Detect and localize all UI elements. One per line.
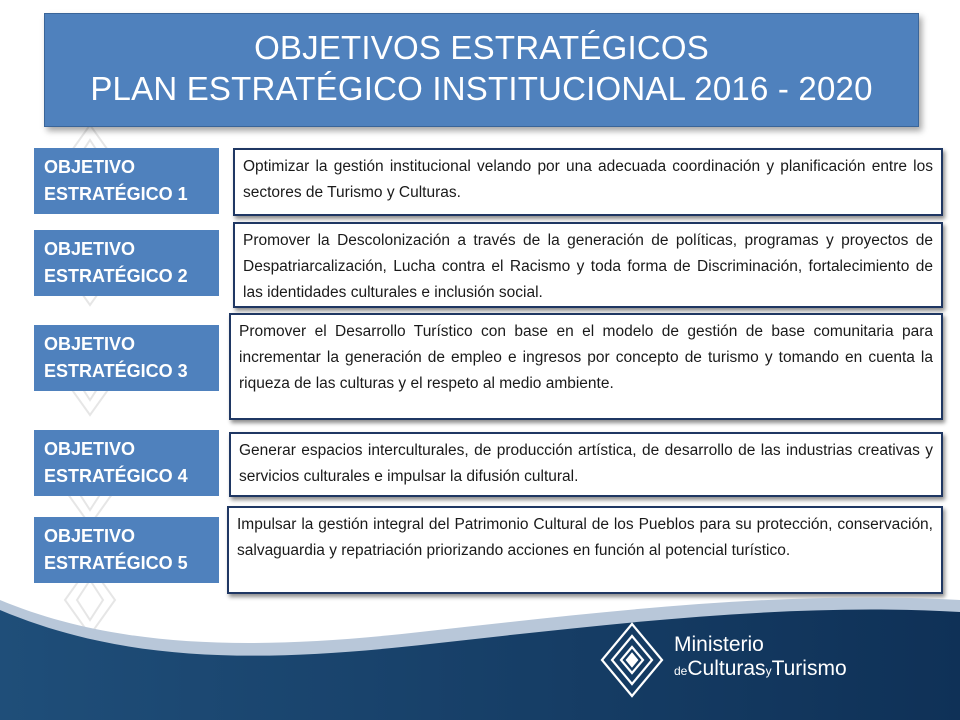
objective-text-4: Generar espacios interculturales, de producción artística, de desarrollo de las industrias creativas y servicios culturales e impulsar la difusión cultural. [229, 432, 943, 497]
objective-label-4-line2: ESTRATÉGICO 4 [44, 466, 188, 486]
logo-y: y [765, 664, 772, 678]
objective-label-2-line2: ESTRATÉGICO 2 [44, 266, 188, 286]
logo-culturas: Culturas [687, 657, 766, 680]
logo-emblem-icon [598, 620, 666, 700]
title-banner [44, 13, 919, 127]
objective-label-2 [34, 230, 219, 296]
objective-label-3-line2: ESTRATÉGICO 3 [44, 361, 188, 381]
title-line-1: OBJETIVOS ESTRATÉGICOS [254, 29, 709, 66]
objective-label-3-line1: OBJETIVO [44, 334, 136, 354]
objective-label-1 [34, 148, 219, 214]
ministerio-logo [598, 620, 848, 700]
objective-text-2: Promover la Descolonización a través de la generación de políticas, programas y proyectos de Despatriarcalización, Lucha contra el Racismo y toda forma de Discriminación, fortalecimiento de las identidades culturales e inclusión social. [233, 222, 943, 308]
logo-text [674, 634, 847, 684]
objective-label-5-line1: OBJETIVO [44, 526, 136, 546]
objective-text-1: Optimizar la gestión institucional velando por una adecuada coordinación y planificación entre los sectores de Turismo y Culturas. [233, 148, 943, 216]
objective-label-3 [34, 325, 219, 391]
logo-de: de [674, 664, 688, 678]
logo-line-ministerio: Ministerio [674, 633, 764, 656]
objective-text-3: Promover el Desarrollo Turístico con base en el modelo de gestión de base comunitaria para incrementar la generación de empleo e ingresos por concepto de turismo y tomando en cuenta la riqueza de las culturas y el respeto al medio ambiente. [229, 313, 943, 420]
objective-label-1-line1: OBJETIVO [44, 157, 136, 177]
logo-turismo: Turismo [771, 657, 847, 680]
objective-label-5-line2: ESTRATÉGICO 5 [44, 553, 188, 573]
title-line-2: PLAN ESTRATÉGICO INSTITUCIONAL 2016 - 2020 [90, 70, 873, 107]
objective-label-4 [34, 430, 219, 496]
objective-label-1-line2: ESTRATÉGICO 1 [44, 184, 188, 204]
objective-label-2-line1: OBJETIVO [44, 239, 136, 259]
objective-text-5: Impulsar la gestión integral del Patrimonio Cultural de los Pueblos para su protección, conservación, salvaguardia y repatriación priorizando acciones en función al potencial turístico. [227, 506, 943, 594]
logo-line-culturas-turismo [674, 656, 847, 684]
objective-label-4-line1: OBJETIVO [44, 439, 136, 459]
